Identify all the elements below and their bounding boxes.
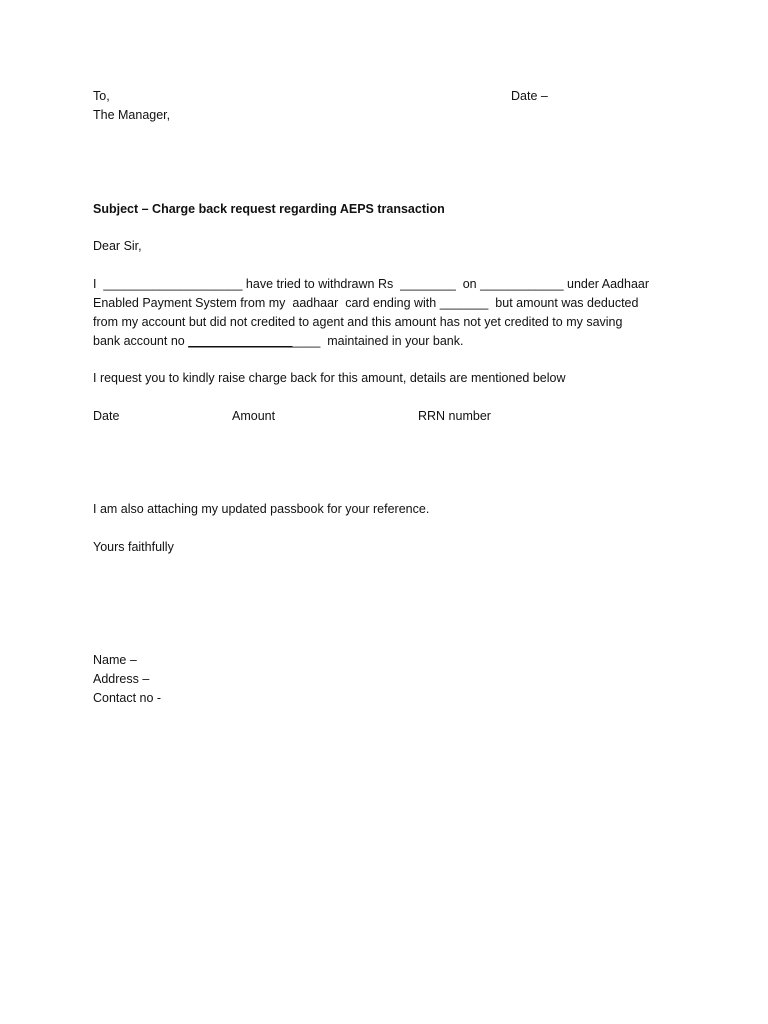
signature-contact: Contact no - (93, 691, 162, 705)
signature-address: Address – (93, 672, 150, 686)
recipient-manager: The Manager, (93, 108, 171, 122)
account-label: bank account no (93, 334, 189, 348)
body-line-2: Enabled Payment System from my aadhaar card ending with _______ but amount was deducted (93, 296, 639, 310)
recipient-to: To, (93, 89, 110, 103)
subject-line: Subject – Charge back request regarding AEPS transaction (93, 202, 445, 216)
body-line-1: I ____________________ have tried to withdrawn Rs ________ on ____________ under Aadhaar (93, 277, 650, 291)
body-paragraph (93, 275, 693, 351)
column-header-date: Date (93, 409, 120, 423)
account-suffix: ____ maintained in your bank. (292, 334, 464, 348)
request-line: I request you to kindly raise charge back for this amount, details are mentioned below (93, 371, 566, 385)
signature-name: Name – (93, 653, 137, 667)
column-header-rrn: RRN number (418, 409, 491, 423)
attachment-line: I am also attaching my updated passbook for your reference. (93, 502, 430, 516)
date-field: Date – (511, 89, 548, 103)
column-header-amount: Amount (232, 409, 276, 423)
salutation: Dear Sir, (93, 239, 142, 253)
body-line-4 (93, 332, 693, 351)
closing-line: Yours faithfully (93, 540, 174, 554)
body-line-3: from my account but did not credited to agent and this amount has not yet credited to my saving (93, 315, 623, 329)
account-number-blank: _______________ (188, 334, 293, 348)
